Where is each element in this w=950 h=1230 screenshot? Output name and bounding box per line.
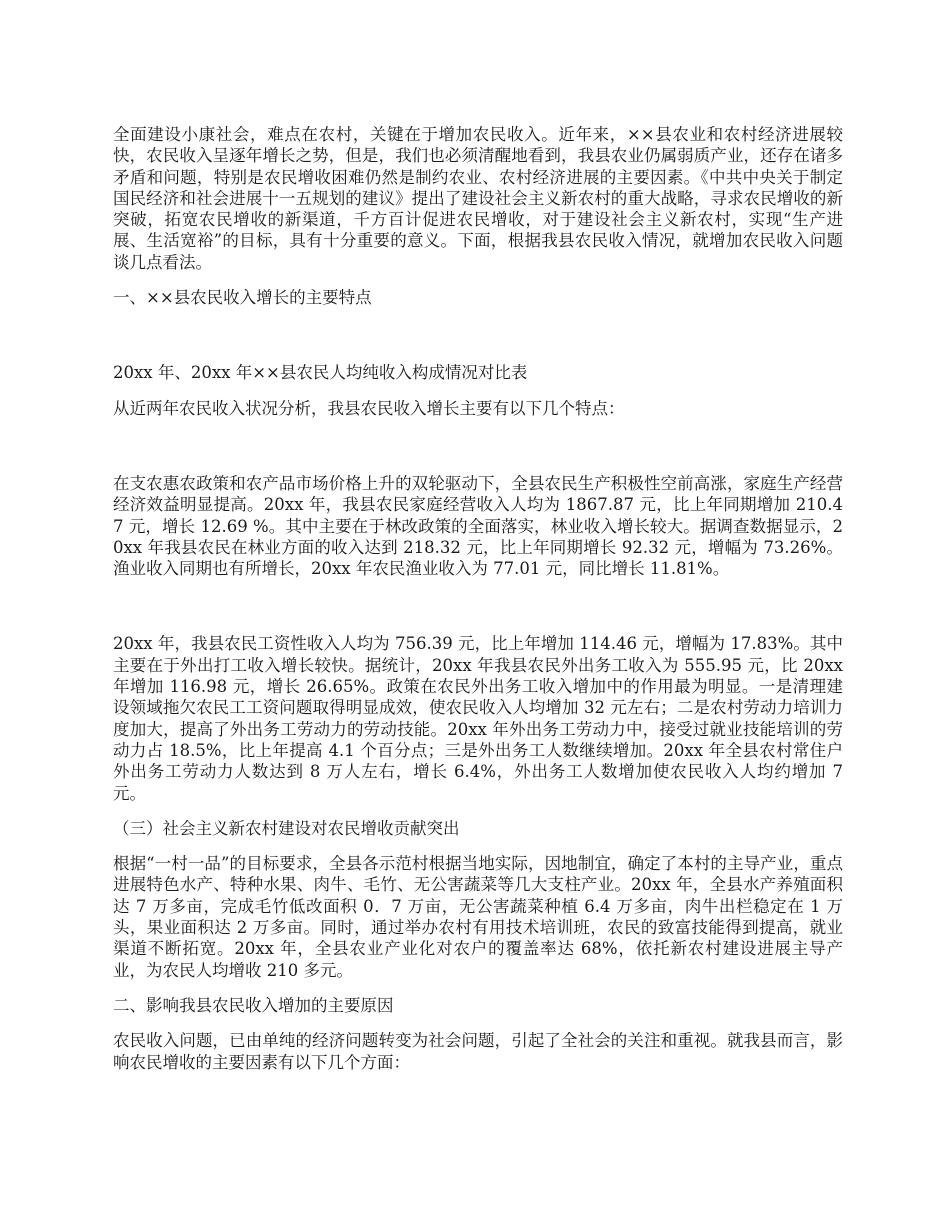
document-page: [113, 124, 843, 1073]
section-2-heading: 二、影响我县农民收入增加的主要原因: [113, 995, 394, 1015]
spacer: [113, 839, 843, 853]
table-caption: 20xx 年、20xx 年××县农民人均纯收入构成情况对比表: [113, 363, 528, 383]
household-income-paragraph: 在支农惠农政策和农产品市场价格上升的双轮驱动下，全县农民生产积极性空前高涨，家庭生产经营经济效益明显提高。20xx 年，我县农民家庭经营收入人均为 1867.87 元，比上年同期增加 210.47 元，增长 12.69 %。其中主要在于林改政策的全面落实，林业收入增长较大。据调查数据显示，20xx 年我县农民在林业方面的收入达到 218.32 元，比上年同期增长 92.32 元，增幅为 73.26%。渔业收入同期也有所增长，20xx 年农民渔业收入为 77.01 元，同比增长 11.81%。: [113, 473, 843, 579]
intro-paragraph: 全面建设小康社会，难点在农村，关键在于增加农民收入。近年来，××县农业和农村经济进展较快，农民收入呈逐年增长之势，但是，我们也必须清醒地看到，我县农业仍属弱质产业，还存在诸多矛盾和问题，特别是农民增收困难仍然是制约农业、农村经济进展的主要因素。《中共中央关于制定国民经济和社会进展十一五规划的建议》提出了建设社会主义新农村的重大战略，寻求农民增收的新突破，拓宽农民增收的新渠道，千方百计促进农民增收，对于建设社会主义新农村，实现“生产进展、生活宽裕”的目标，具有十分重要的意义。下面，根据我县农民收入情况，就增加农民收入问题谈几点看法。: [113, 125, 843, 272]
subsection-3-heading: （三）社会主义新农村建设对农民增收贡献突出: [113, 818, 460, 838]
spacer: [113, 459, 843, 473]
features-intro-paragraph: 从近两年农民收入状况分析，我县农民收入增长主要有以下几个特点：: [113, 398, 625, 418]
spacer: [113, 1016, 843, 1030]
new-rural-paragraph: 根据“一村一品”的目标要求，全县各示范村根据当地实际，因地制宜，确定了本村的主导产业，重点进展特色水产、特种水果、肉牛、毛竹、无公害蔬菜等几大支柱产业。20xx 年，全县水产养殖面积达 7 万多亩，完成毛竹低改面积 0．7 万亩，无公害蔬菜种植 6.4 万多亩，肉牛出栏稳定在 1 万头，果业面积达 2 万多亩。同时，通过举办农村有用技术培训班，农民的致富技能得到提高，就业渠道不断拓宽。20xx 年，全县农业产业化对农户的覆盖率达 68%，依托新农村建设进展主导产业，为农民人均增收 210 多元。: [113, 854, 843, 980]
spacer: [113, 273, 843, 287]
spacer: [113, 348, 843, 362]
spacer: [113, 981, 843, 995]
wage-income-paragraph: 20xx 年，我县农民工资性收入人均为 756.39 元，比上年增加 114.46 元，增幅为 17.83%。其中主要在于外出打工收入增长较快。据统计，20xx 年我县农民外出务工收入为 555.95 元，比 20xx 年增加 116.98 元，增长 26.65%。政策在农民外出务工收入增加中的作用最为明显。一是清理建设领域拖欠农民工工资问题取得明显成效，使农民收入人均增加 32 元左右；二是农村劳动力培训力度加大，提高了外出务工劳动力的劳动技能。20xx 年外出务工劳动力中，接受过就业技能培训的劳动力占 18.5%，比上年提高 4.1 个百分点；三是外出务工人数继续增加。20xx 年全县农村常住户外出务工劳动力人数达到 8 万人左右，增长 6.4%，外出务工人数增加使农民收入人均约增加 7 元。: [113, 634, 843, 803]
spacer: [113, 579, 843, 619]
spacer: [113, 804, 843, 818]
spacer: [113, 619, 843, 633]
spacer: [113, 419, 843, 459]
section-1-heading: 一、××县农民收入增长的主要特点: [113, 288, 372, 308]
factors-paragraph: 农民收入问题，已由单纯的经济问题转变为社会问题，引起了全社会的关注和重视。就我县而言，影响农民增收的主要因素有以下几个方面：: [113, 1031, 843, 1072]
spacer: [113, 384, 843, 398]
spacer: [113, 308, 843, 348]
